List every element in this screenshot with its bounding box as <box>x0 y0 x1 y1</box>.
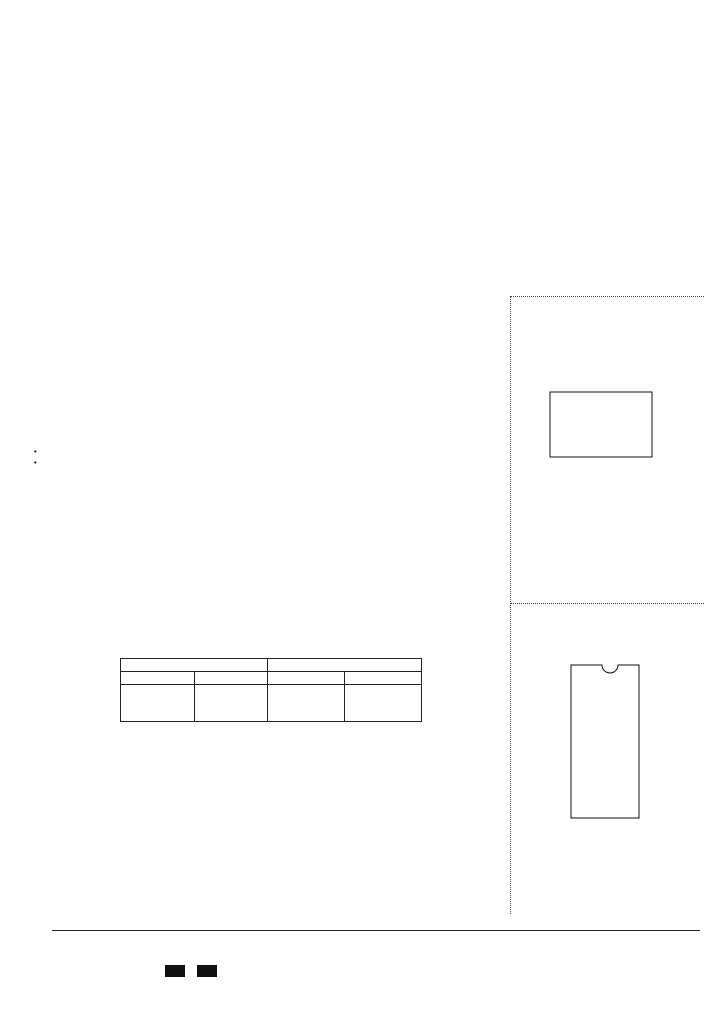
cell <box>195 697 268 709</box>
footer-rule <box>52 930 700 931</box>
header-select <box>195 672 268 685</box>
cell <box>345 685 422 698</box>
right-panel-separator <box>510 603 704 604</box>
feature-item <box>34 457 50 468</box>
inputs-group-header <box>121 659 268 672</box>
logic-symbol-body <box>550 392 652 457</box>
truth-table-row <box>121 709 422 722</box>
cell <box>121 697 195 709</box>
right-panel-top-border <box>510 296 704 297</box>
header-y0z <box>268 672 345 685</box>
cell <box>195 685 268 698</box>
cell <box>268 709 345 722</box>
truth-table-row <box>121 685 422 698</box>
truth-table <box>120 658 422 722</box>
barcode-strip <box>165 965 217 977</box>
cell <box>345 697 422 709</box>
channels-group-header <box>268 659 422 672</box>
cell <box>345 709 422 722</box>
truth-table-header-row <box>121 672 422 685</box>
barcode-block-left <box>165 965 185 977</box>
dip-package-outline <box>571 665 639 818</box>
pin-names-section <box>34 513 157 516</box>
header-enable <box>121 672 195 685</box>
feature-item <box>34 446 50 457</box>
header-y1z <box>345 672 422 685</box>
cell <box>121 709 195 722</box>
cell <box>121 685 195 698</box>
cell <box>268 685 345 698</box>
dip-connection-diagram <box>540 660 690 820</box>
truth-table-row <box>121 697 422 709</box>
cell <box>268 697 345 709</box>
logic-symbol-diagram <box>520 365 700 490</box>
cell <box>195 709 268 722</box>
feature-list <box>34 446 50 468</box>
barcode-block-right <box>197 965 217 977</box>
description-block <box>34 295 496 299</box>
truth-table-group-row <box>121 659 422 672</box>
